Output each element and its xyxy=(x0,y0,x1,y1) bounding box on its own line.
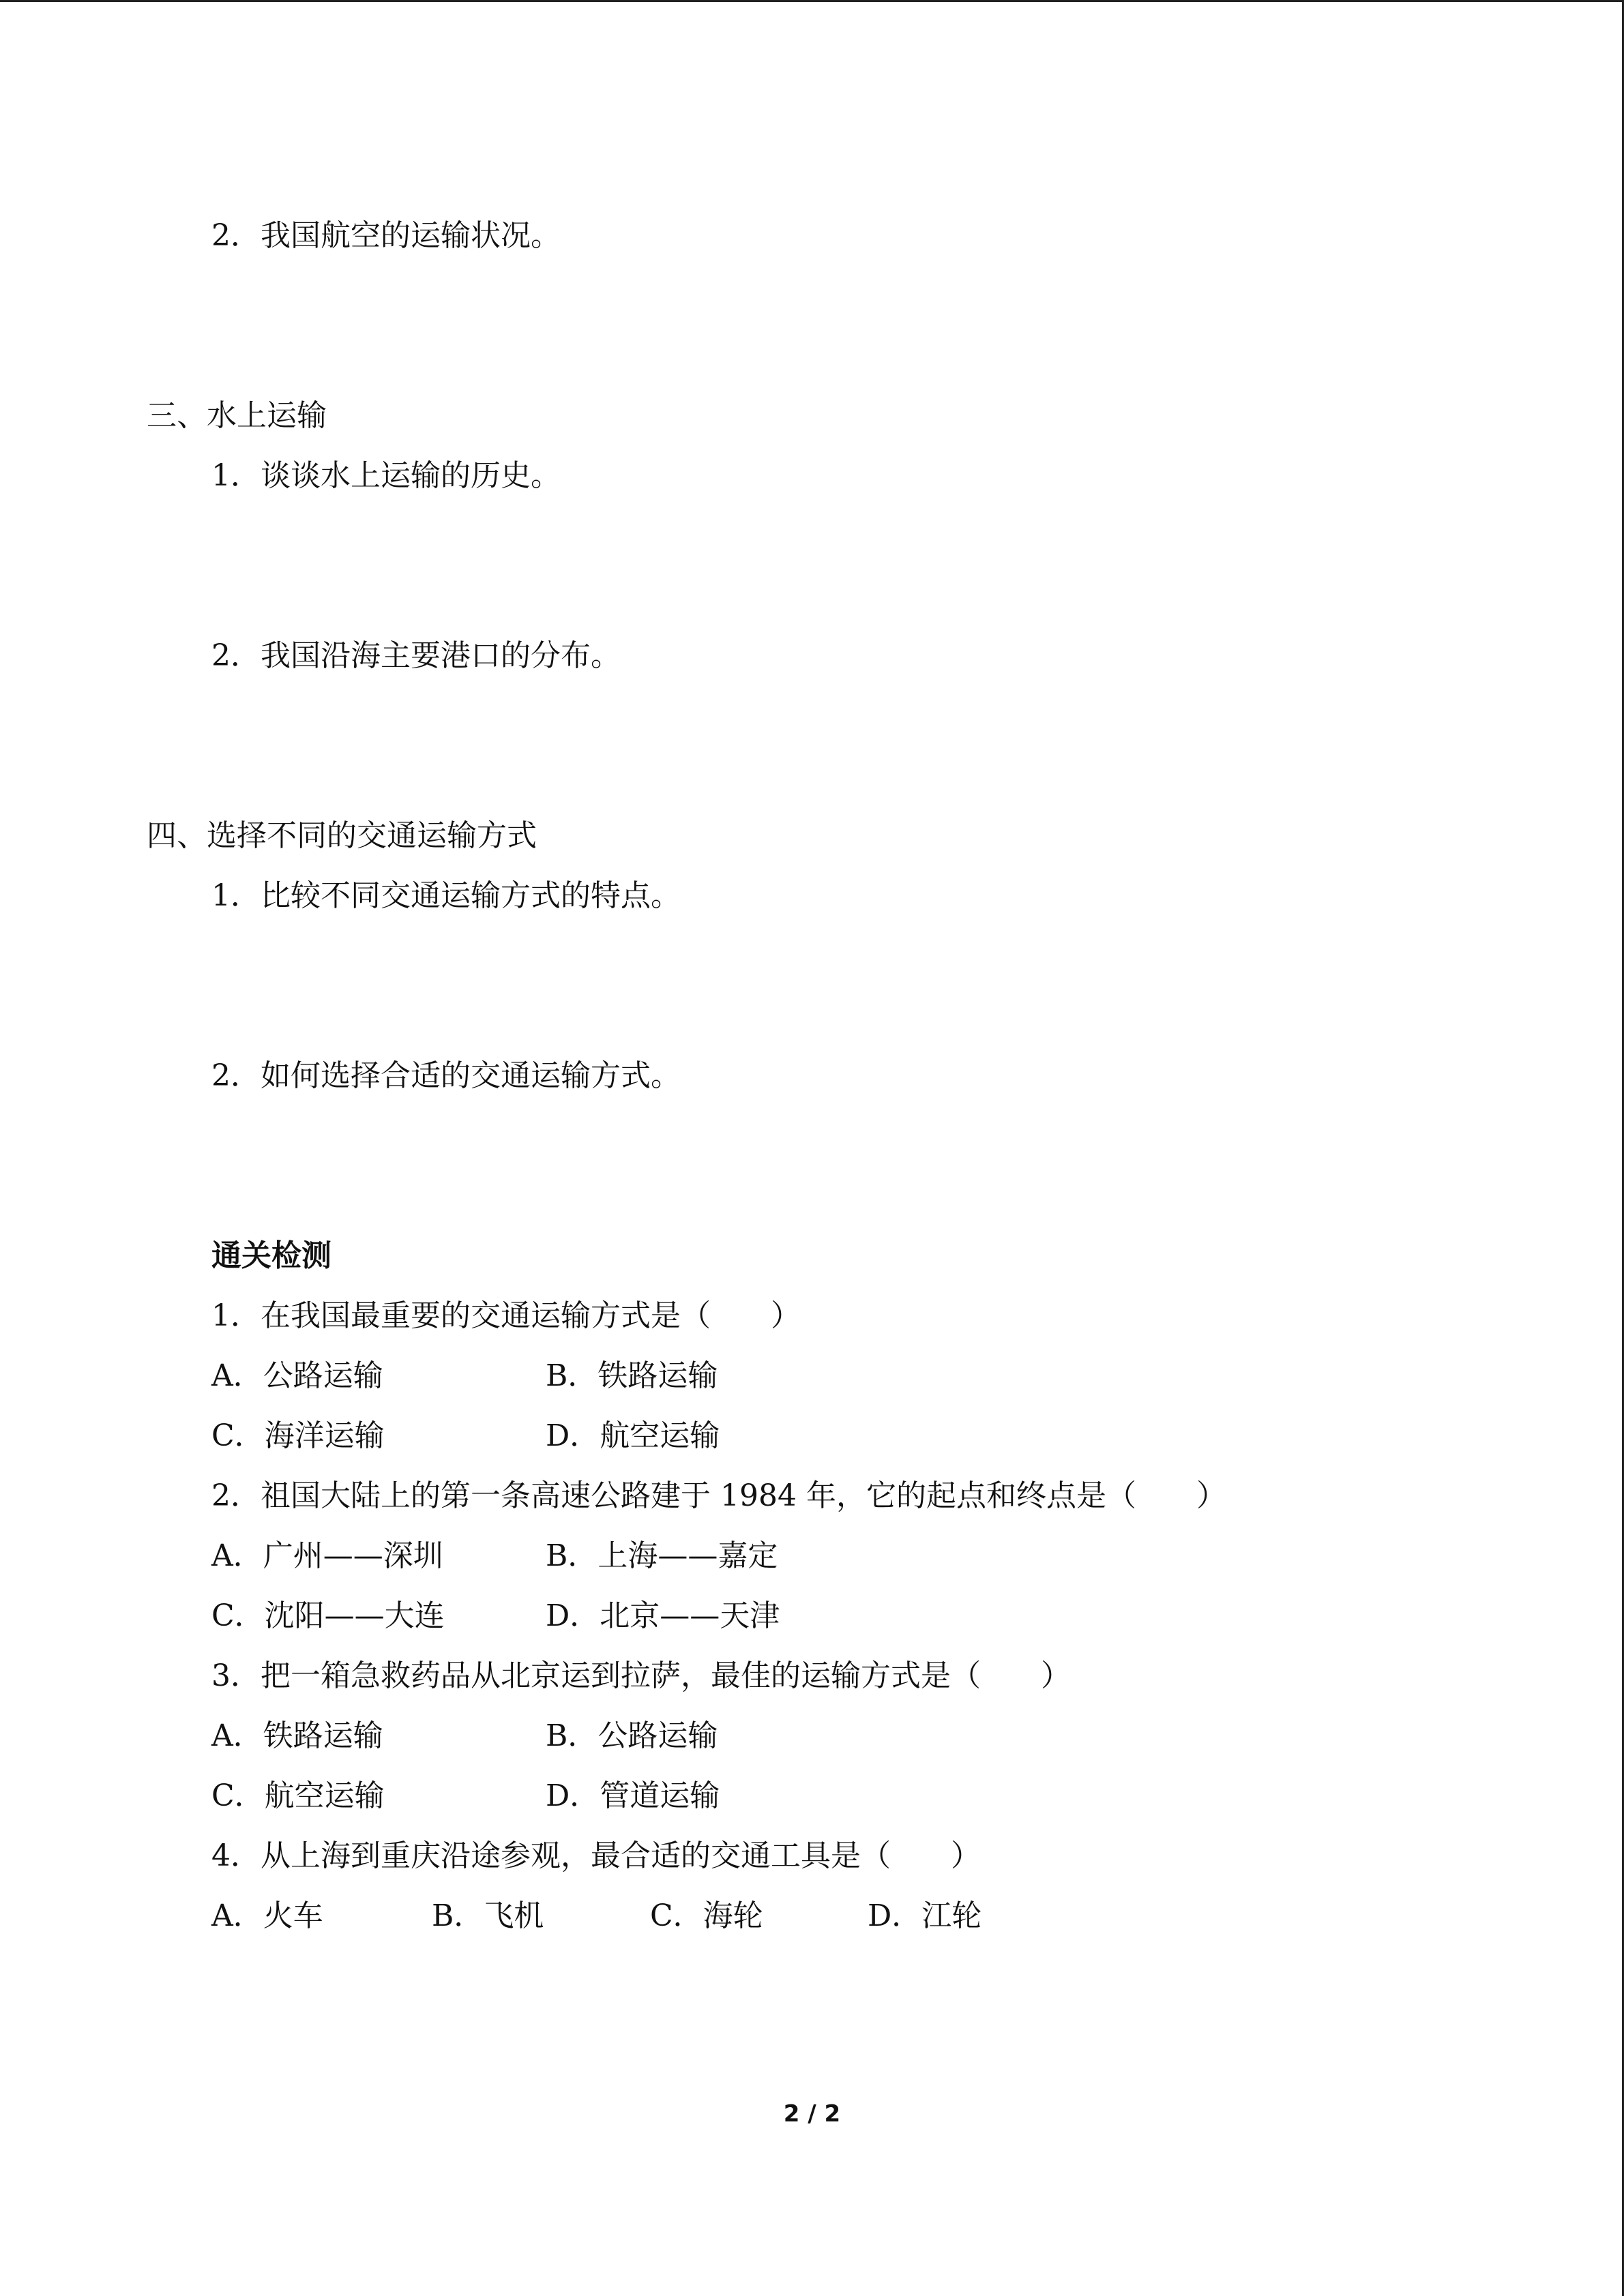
quiz-q1-stem: 1．在我国最重要的交通运输方式是（ ） xyxy=(211,1298,801,1333)
section3-question2: 2．我国沿海主要港口的分布。 xyxy=(211,638,621,673)
quiz-q3-stem: 3．把一箱急救药品从北京运到拉萨，最佳的运输方式是（ ） xyxy=(211,1658,1071,1693)
quiz-q2-stem: 2．祖国大陆上的第一条高速公路建于 1984 年，它的起点和终点是（ ） xyxy=(211,1478,1226,1513)
quiz-q4-option-c: C．海轮 xyxy=(650,1898,763,1933)
quiz-q1-option-c: C．海洋运输 xyxy=(211,1418,385,1453)
quiz-q1-option-d: D．航空运输 xyxy=(546,1418,720,1453)
quiz-q4-option-d: D．江轮 xyxy=(868,1898,982,1933)
section3-question1: 1．谈谈水上运输的历史。 xyxy=(211,458,561,493)
quiz-q2-option-b: B．上海——嘉定 xyxy=(546,1538,778,1573)
quiz-q2-option-d: D．北京——天津 xyxy=(546,1598,780,1633)
top-border-rule xyxy=(0,0,1624,2)
section2-question2: 2．我国航空的运输状况。 xyxy=(211,218,561,253)
quiz-q3-option-d: D．管道运输 xyxy=(546,1778,720,1813)
quiz-q3-option-b: B．公路运输 xyxy=(546,1718,718,1753)
quiz-q1-option-a: A．公路运输 xyxy=(211,1358,383,1393)
section4-question1: 1．比较不同交通运输方式的特点。 xyxy=(211,878,681,913)
quiz-q3-option-a: A．铁路运输 xyxy=(211,1718,383,1753)
quiz-title: 通关检测 xyxy=(211,1238,331,1273)
section3-heading: 三、水上运输 xyxy=(147,398,327,433)
quiz-q2-option-a: A．广州——深圳 xyxy=(211,1538,443,1573)
page-number: 2 / 2 xyxy=(783,2100,841,2128)
section4-heading: 四、选择不同的交通运输方式 xyxy=(147,818,537,853)
quiz-q1-option-b: B．铁路运输 xyxy=(546,1358,718,1393)
quiz-q3-option-c: C．航空运输 xyxy=(211,1778,385,1813)
quiz-q2-option-c: C．沈阳——大连 xyxy=(211,1598,445,1633)
quiz-q4-stem: 4．从上海到重庆沿途参观，最合适的交通工具是（ ） xyxy=(211,1838,981,1873)
section4-question2: 2．如何选择合适的交通运输方式。 xyxy=(211,1058,681,1093)
quiz-q4-option-a: A．火车 xyxy=(211,1898,323,1933)
quiz-q4-option-b: B．飞机 xyxy=(432,1898,544,1933)
